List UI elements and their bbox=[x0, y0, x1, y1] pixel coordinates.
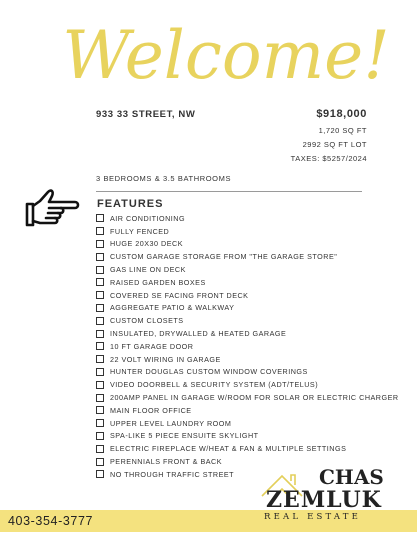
feature-label: 200AMP PANEL IN GARAGE W/ROOM FOR SOLAR OR ELECTRIC CHARGER bbox=[110, 393, 399, 403]
feature-label: AIR CONDITIONING bbox=[110, 213, 186, 223]
checkbox[interactable] bbox=[96, 253, 104, 261]
feature-label: CUSTOM GARAGE STORAGE FROM "THE GARAGE STORE" bbox=[110, 252, 338, 262]
stat-lot-size: 2992 SQ FT LOT bbox=[302, 140, 367, 149]
feature-list bbox=[96, 212, 399, 481]
feature-item bbox=[96, 289, 399, 302]
feature-label: FULLY FENCED bbox=[110, 226, 170, 236]
feature-label: HUNTER DOUGLAS CUSTOM WINDOW COVERINGS bbox=[110, 367, 308, 377]
feature-item bbox=[96, 340, 399, 353]
feature-label: PERENNIALS FRONT & BACK bbox=[110, 457, 223, 467]
feature-item bbox=[96, 391, 399, 404]
feature-item bbox=[96, 430, 399, 443]
feature-item bbox=[96, 263, 399, 276]
contact-phone: 403-354-3777 bbox=[8, 514, 94, 528]
feature-label: UPPER LEVEL LAUNDRY ROOM bbox=[110, 418, 232, 428]
feature-item bbox=[96, 250, 399, 263]
pointing-hand-icon bbox=[24, 188, 80, 230]
feature-item bbox=[96, 276, 399, 289]
checkbox[interactable] bbox=[96, 394, 104, 402]
checkbox[interactable] bbox=[96, 304, 104, 312]
brand-logo bbox=[258, 464, 388, 524]
feature-item bbox=[96, 212, 399, 225]
checkbox[interactable] bbox=[96, 214, 104, 222]
checkbox[interactable] bbox=[96, 381, 104, 389]
checkbox[interactable] bbox=[96, 355, 104, 363]
feature-label: 10 FT GARAGE DOOR bbox=[110, 341, 194, 351]
feature-item bbox=[96, 417, 399, 430]
checkbox[interactable] bbox=[96, 278, 104, 286]
listing-price: $918,000 bbox=[316, 108, 367, 120]
checkbox[interactable] bbox=[96, 317, 104, 325]
checkbox[interactable] bbox=[96, 342, 104, 350]
features-heading: FEATURES bbox=[97, 198, 164, 210]
feature-label: GAS LINE ON DECK bbox=[110, 265, 186, 275]
brand-name-last: ZEMLUK bbox=[266, 487, 382, 513]
stat-taxes: TAXES: $5257/2024 bbox=[290, 154, 367, 163]
divider-line bbox=[96, 191, 362, 192]
checkbox[interactable] bbox=[96, 240, 104, 248]
feature-item bbox=[96, 302, 399, 315]
checkbox[interactable] bbox=[96, 227, 104, 235]
welcome-heading bbox=[62, 6, 390, 98]
checkbox[interactable] bbox=[96, 330, 104, 338]
feature-label: SPA-LIKE 5 PIECE ENSUITE SKYLIGHT bbox=[110, 431, 259, 441]
feature-item bbox=[96, 366, 399, 379]
welcome-script: Welcome! bbox=[62, 17, 390, 94]
feature-label: HUGE 20X30 DECK bbox=[110, 239, 184, 249]
feature-label: INSULATED, DRYWALLED & HEATED GARAGE bbox=[110, 329, 287, 339]
checkbox[interactable] bbox=[96, 470, 104, 478]
feature-label: ELECTRIC FIREPLACE W/HEAT & FAN & MULTIPLE SETTINGS bbox=[110, 444, 347, 454]
feature-label: RAISED GARDEN BOXES bbox=[110, 277, 206, 287]
checkbox[interactable] bbox=[96, 432, 104, 440]
feature-item bbox=[96, 225, 399, 238]
feature-item bbox=[96, 314, 399, 327]
checkbox[interactable] bbox=[96, 445, 104, 453]
feature-label: AGGREGATE PATIO & WALKWAY bbox=[110, 303, 235, 313]
feature-label: NO THROUGH TRAFFIC STREET bbox=[110, 469, 235, 479]
brand-name-first: CHAS bbox=[319, 465, 384, 489]
checkbox[interactable] bbox=[96, 368, 104, 376]
feature-item bbox=[96, 327, 399, 340]
brand-tagline: REAL ESTATE bbox=[264, 512, 362, 522]
feature-item bbox=[96, 442, 399, 455]
stat-floor-area: 1,720 SQ FT bbox=[318, 126, 367, 135]
checkbox[interactable] bbox=[96, 406, 104, 414]
property-stats bbox=[291, 124, 367, 166]
feature-item bbox=[96, 378, 399, 391]
bedrooms-bathrooms: 3 BEDROOMS & 3.5 BATHROOMS bbox=[96, 174, 232, 183]
feature-label: 22 VOLT WIRING IN GARAGE bbox=[110, 354, 221, 364]
property-address: 933 33 STREET, NW bbox=[96, 109, 196, 120]
feature-item bbox=[96, 353, 399, 366]
feature-label: COVERED SE FACING FRONT DECK bbox=[110, 290, 249, 300]
checkbox[interactable] bbox=[96, 266, 104, 274]
checkbox[interactable] bbox=[96, 419, 104, 427]
feature-item bbox=[96, 404, 399, 417]
feature-label: MAIN FLOOR OFFICE bbox=[110, 405, 192, 415]
feature-label: CUSTOM CLOSETS bbox=[110, 316, 184, 326]
feature-item bbox=[96, 238, 399, 251]
feature-label: VIDEO DOORBELL & SECURITY SYSTEM (ADT/TELUS) bbox=[110, 380, 319, 390]
checkbox[interactable] bbox=[96, 458, 104, 466]
checkbox[interactable] bbox=[96, 291, 104, 299]
